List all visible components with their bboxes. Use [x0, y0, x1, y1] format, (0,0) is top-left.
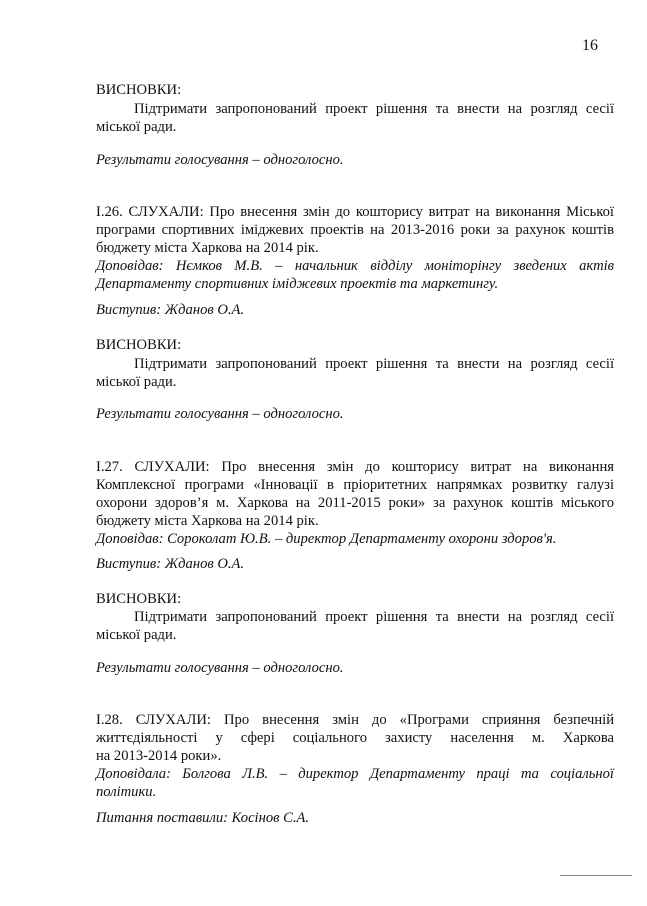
speaker: Доповідала: Болгова Л.В. – директор Департаменту праці та соціальної	[96, 766, 614, 782]
agenda-item-text: Комплексної програми «Інновації в пріоритетних напрямках розвитку галузі	[96, 477, 614, 493]
conclusions-text: міської ради.	[96, 627, 177, 643]
questions-asked: Питання поставили: Косінов С.А.	[96, 810, 310, 826]
speaker: Департаменту спортивних іміджевих проектів та маркетингу.	[96, 276, 499, 292]
vote-result: Результати голосування – одноголосно.	[96, 406, 344, 422]
agenda-item-text: програми спортивних іміджевих проектів на 2013-2016 роки за рахунок коштів	[96, 222, 614, 238]
agenda-item-heard: І.27. СЛУХАЛИ: Про внесення змін до кошторису витрат на виконання	[96, 459, 614, 475]
agenda-item-text: на 2013-2014 роки».	[96, 748, 222, 764]
conclusions-text: Підтримати запропонований проект рішення та внести на розгляд сесії	[134, 609, 614, 625]
conclusions-text: Підтримати запропонований проект рішення та внести на розгляд сесії	[134, 356, 614, 372]
page-number: 16	[582, 37, 598, 54]
conclusions-heading: ВИСНОВКИ:	[96, 591, 182, 607]
spoke: Виступив: Жданов О.А.	[96, 556, 245, 572]
agenda-item-heard: І.26. СЛУХАЛИ: Про внесення змін до кошторису витрат на виконання Міської	[96, 204, 614, 220]
speaker: Доповідав: Нємков М.В. – начальник відділу моніторінгу зведених актів	[96, 258, 614, 274]
speaker: політики.	[96, 784, 157, 800]
conclusions-heading: ВИСНОВКИ:	[96, 82, 182, 98]
vote-result: Результати голосування – одноголосно.	[96, 660, 344, 676]
footer-divider	[560, 875, 632, 876]
conclusions-heading: ВИСНОВКИ:	[96, 337, 182, 353]
agenda-item-text: бюджету міста Харкова на 2014 рік.	[96, 240, 319, 256]
agenda-item-text: життєдіяльності у сфері соціального захисту населення м. Харкова	[96, 730, 614, 746]
speaker: Доповідав: Сороколат Ю.В. – директор Департаменту охорони здоров'я.	[96, 531, 557, 547]
agenda-item-text: охорони здоров’я м. Харкова на 2011-2015 роки» за рахунок коштів міського	[96, 495, 614, 511]
agenda-item-heard: І.28. СЛУХАЛИ: Про внесення змін до «Програми сприяння безпечній	[96, 712, 614, 728]
spoke: Виступив: Жданов О.А.	[96, 302, 245, 318]
agenda-item-text: бюджету міста Харкова на 2014 рік.	[96, 513, 319, 529]
vote-result: Результати голосування – одноголосно.	[96, 152, 344, 168]
conclusions-text: міської ради.	[96, 119, 177, 135]
conclusions-text: Підтримати запропонований проект рішення та внести на розгляд сесії	[134, 101, 614, 117]
conclusions-text: міської ради.	[96, 374, 177, 390]
